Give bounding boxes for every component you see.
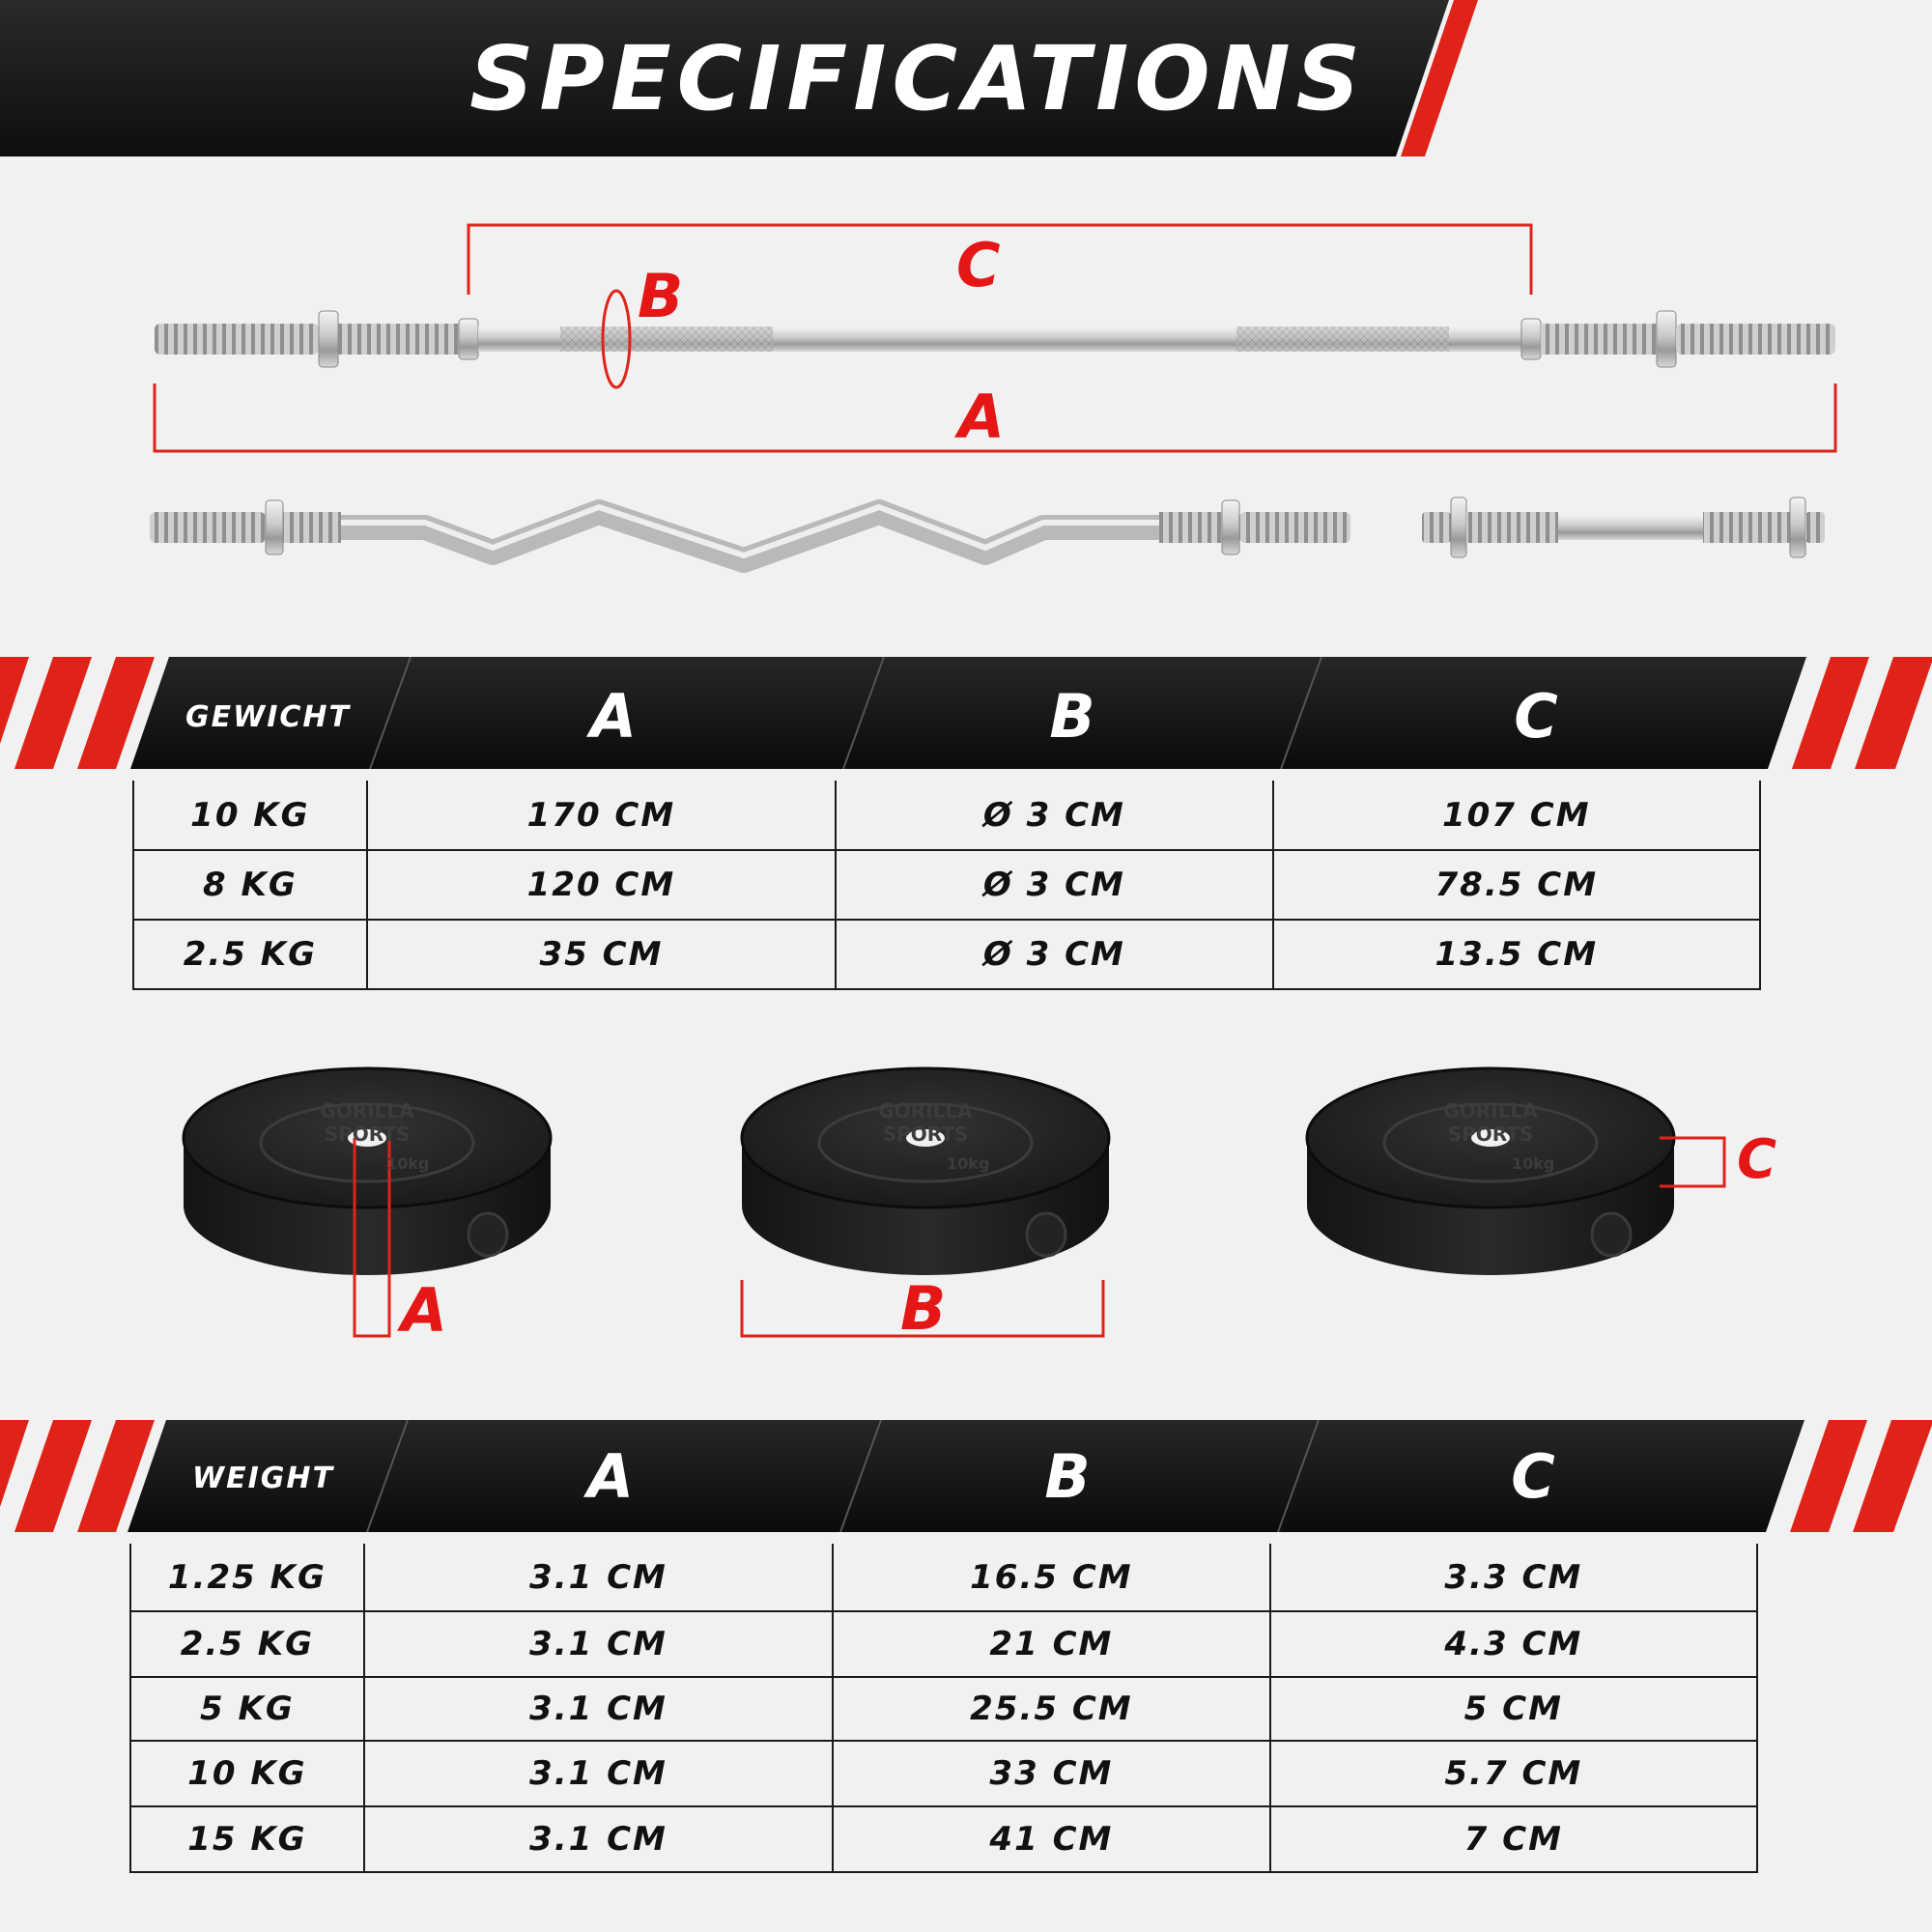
table-cell: 2.5 KG	[133, 920, 367, 989]
plate-header-a: A	[587, 1441, 634, 1512]
table-cell: 10 KG	[130, 1741, 364, 1806]
table-row	[130, 1611, 1757, 1677]
plate-weight-mark: 10kg	[947, 1154, 990, 1173]
table-cell: 7 CM	[1270, 1806, 1757, 1872]
table-row	[133, 850, 1760, 920]
plate-header-b: B	[1044, 1441, 1091, 1512]
table-cell: 3.1 CM	[364, 1677, 833, 1741]
table-cell: 3.1 CM	[364, 1741, 833, 1806]
table-row	[130, 1677, 1757, 1741]
bar-header-c: C	[1514, 681, 1558, 752]
table-cell: 170 CM	[367, 781, 836, 850]
table-cell: 120 CM	[367, 850, 836, 920]
bar-label-b: B	[638, 261, 684, 331]
plate-label-b: B	[900, 1273, 947, 1344]
table-cell: 5.7 CM	[1270, 1741, 1757, 1806]
table-cell: 16.5 CM	[833, 1544, 1269, 1611]
weight-plates-diagram	[0, 1043, 1932, 1362]
table-cell: 2.5 KG	[130, 1611, 364, 1677]
table-cell: 3.1 CM	[364, 1544, 833, 1611]
table-cell: Ø 3 CM	[836, 781, 1272, 850]
table-cell: 8 KG	[133, 850, 367, 920]
table-cell: 5 KG	[130, 1677, 364, 1741]
table-cell: 3.1 CM	[364, 1611, 833, 1677]
bar-header-a: A	[590, 681, 637, 752]
barbell-diagram	[0, 164, 1932, 589]
table-cell: 3.1 CM	[364, 1806, 833, 1872]
table-row	[130, 1741, 1757, 1806]
dumbbell-bar	[1422, 497, 1825, 557]
table-row	[130, 1544, 1757, 1611]
plate-brand-logo: GORILLA SPORTS	[878, 1099, 973, 1146]
table-cell: 1.25 KG	[130, 1544, 364, 1611]
bar-label-a: A	[958, 382, 1005, 452]
table-cell: 78.5 CM	[1273, 850, 1760, 920]
plate-weight-mark: 10kg	[1512, 1154, 1555, 1173]
table-cell: 15 KG	[130, 1806, 364, 1872]
bar-label-c: C	[956, 230, 1001, 300]
bar-spec-table	[132, 781, 1761, 990]
plate-weight-mark: 10kg	[386, 1154, 430, 1173]
table-cell: Ø 3 CM	[836, 920, 1272, 989]
table-row	[133, 920, 1760, 989]
table-cell: 5 CM	[1270, 1677, 1757, 1741]
plate-label-a: A	[401, 1275, 447, 1346]
table-cell: 25.5 CM	[833, 1677, 1269, 1741]
plate-header-weight: WEIGHT	[192, 1462, 334, 1495]
table-cell: Ø 3 CM	[836, 850, 1272, 920]
curl-barbell	[150, 500, 1350, 560]
plate-brand-logo: GORILLA SPORTS	[320, 1099, 414, 1146]
bar-header-weight: GEWICHT	[185, 700, 351, 734]
table-cell: 3.3 CM	[1270, 1544, 1757, 1611]
table-cell: 13.5 CM	[1273, 920, 1760, 989]
page-title: SPECIFICATIONS	[469, 27, 1366, 130]
table-cell: 4.3 CM	[1270, 1611, 1757, 1677]
straight-barbell	[155, 311, 1835, 367]
plate-spec-table	[129, 1544, 1758, 1873]
table-row	[133, 781, 1760, 850]
table-cell: 107 CM	[1273, 781, 1760, 850]
bar-header-b: B	[1049, 681, 1095, 752]
table-row	[130, 1806, 1757, 1872]
table-cell: 21 CM	[833, 1611, 1269, 1677]
table-cell: 33 CM	[833, 1741, 1269, 1806]
plate-header-c: C	[1511, 1441, 1555, 1512]
plate-brand-logo: GORILLA SPORTS	[1443, 1099, 1538, 1146]
table-cell: 35 CM	[367, 920, 836, 989]
table-cell: 41 CM	[833, 1806, 1269, 1872]
plate-label-c: C	[1737, 1128, 1777, 1191]
table-cell: 10 KG	[133, 781, 367, 850]
